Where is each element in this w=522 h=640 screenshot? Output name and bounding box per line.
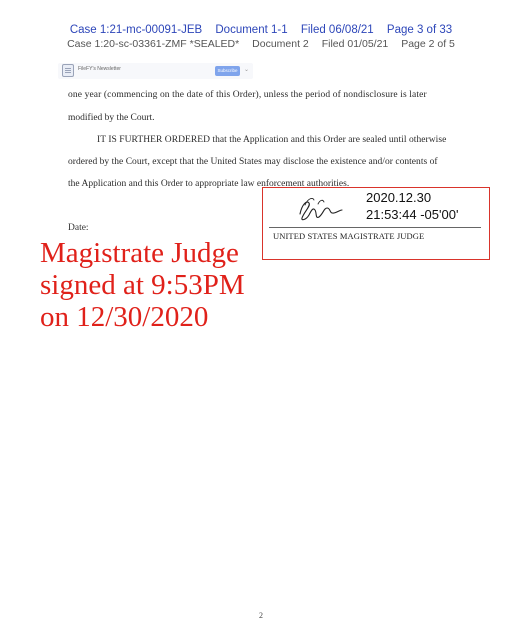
newsletter-icon xyxy=(62,64,74,77)
annotation-line: Magistrate Judge xyxy=(40,237,239,269)
case-number: Case 1:21-mc-00091-JEB xyxy=(69,24,203,36)
order-text-line: one year (commencing on the date of this Order), unless the period of nondisclosure is later xyxy=(68,90,427,100)
subscribe-button[interactable]: Subscribe xyxy=(215,66,240,76)
annotation-line: on 12/30/2020 xyxy=(40,301,209,333)
page-number: 2 xyxy=(259,611,263,620)
date-label: Date: xyxy=(68,223,89,233)
handwritten-signature-icon xyxy=(293,194,345,224)
signature-highlight-box xyxy=(262,187,490,260)
newsletter-name: FileFY's Newsletter xyxy=(78,66,121,72)
sealed-filed-date: Filed 01/05/21 xyxy=(321,38,389,50)
page-count: Page 3 of 33 xyxy=(386,24,453,36)
order-text-line: the Application and this Order to appropriate law enforcement authorities. xyxy=(68,179,350,189)
sealed-page-count: Page 2 of 5 xyxy=(401,38,455,50)
signature-line xyxy=(269,227,481,228)
annotation-line: signed at 9:53PM xyxy=(40,269,245,301)
order-text-line: IT IS FURTHER ORDERED that the Application and this Order are sealed until otherwise xyxy=(97,135,447,145)
document-number: Document 1-1 xyxy=(215,24,288,36)
signature-date: 2020.12.30 xyxy=(366,190,432,205)
court-filing-header xyxy=(0,24,522,36)
order-text-line: ordered by the Court, except that the United States may disclose the existence and/or contents of xyxy=(68,157,438,167)
order-text-line: modified by the Court. xyxy=(68,113,155,123)
sealed-case-header xyxy=(0,38,522,50)
filed-date: Filed 06/08/21 xyxy=(300,24,374,36)
signature-title: UNITED STATES MAGISTRATE JUDGE xyxy=(273,231,425,241)
signature-time: 21:53:44 -05'00' xyxy=(366,207,459,222)
newsletter-banner xyxy=(58,63,253,79)
sealed-document-number: Document 2 xyxy=(252,38,309,50)
red-annotation xyxy=(40,237,245,333)
sealed-case-number: Case 1:20-sc-03361-ZMF *SEALED* xyxy=(67,38,240,50)
chevron-down-icon[interactable]: ⌄ xyxy=(244,66,250,73)
